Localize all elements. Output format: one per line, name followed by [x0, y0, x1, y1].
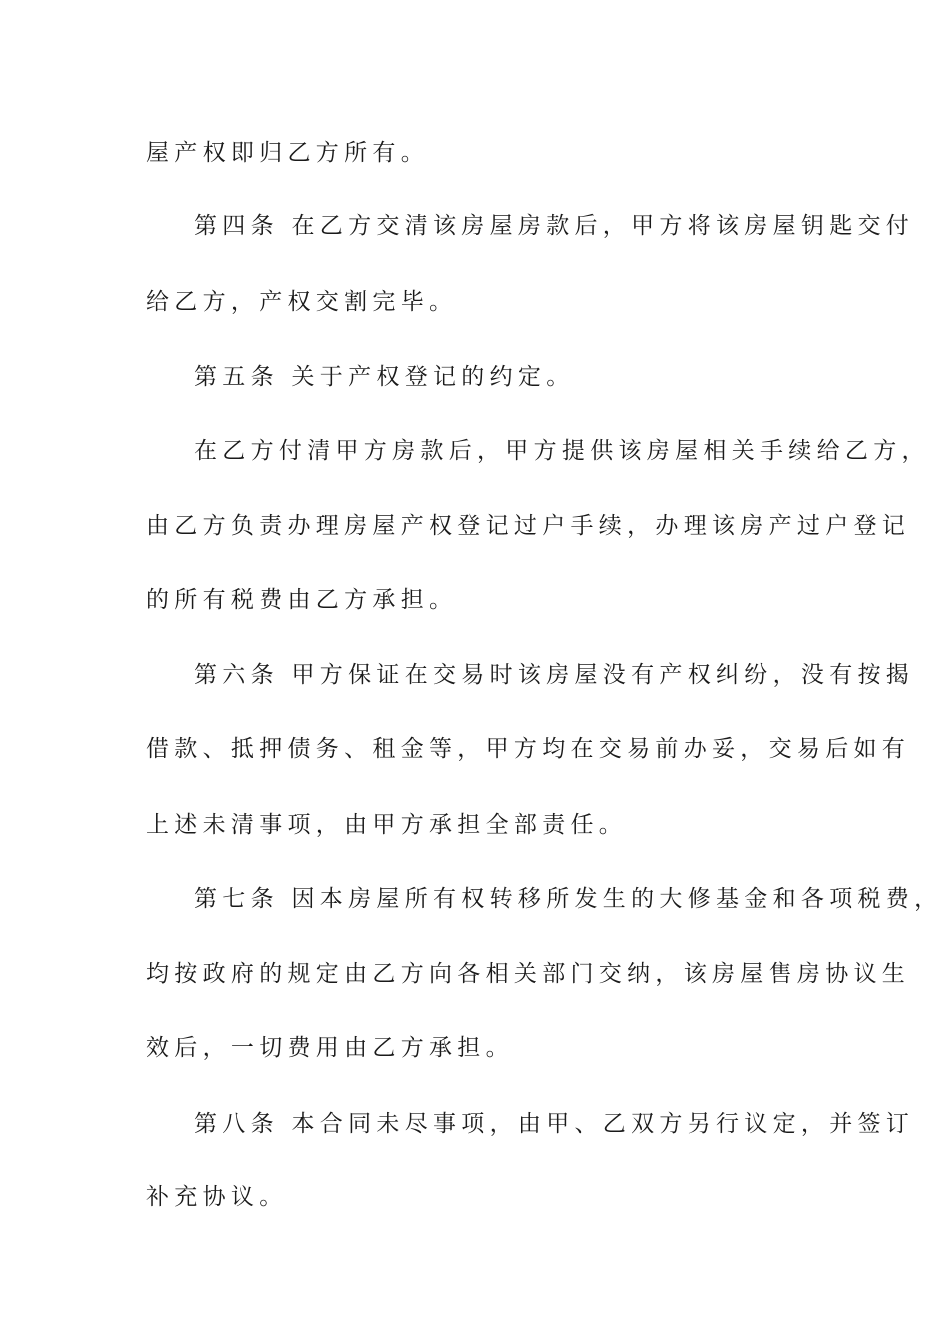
text-line: 补充协议。	[146, 1184, 288, 1210]
article-8-heading-line: 第八条 本合同未尽事项，由甲、乙双方另行议定，并签订	[194, 1111, 915, 1137]
text-line: 效后，一切费用由乙方承担。	[146, 1035, 514, 1061]
article-5-heading-line: 第五条 关于产权登记的约定。	[194, 364, 575, 390]
article-6-heading-line: 第六条 甲方保证在交易时该房屋没有产权纠纷，没有按揭	[194, 662, 915, 688]
text-line: 借款、抵押债务、租金等，甲方均在交易前办妥，交易后如有	[146, 736, 911, 762]
paragraph-first-line: 在乙方付清甲方房款后，甲方提供该房屋相关手续给乙方，	[194, 438, 930, 464]
text-line: 给乙方，产权交割完毕。	[146, 289, 458, 315]
article-4-heading-line: 第四条 在乙方交清该房屋房款后，甲方将该房屋钥匙交付	[194, 213, 915, 239]
text-line: 由乙方负责办理房屋产权登记过户手续，办理该房产过户登记	[146, 513, 911, 539]
text-line: 屋产权即归乙方所有。	[146, 140, 429, 166]
text-line: 的所有税费由乙方承担。	[146, 587, 458, 613]
text-line: 均按政府的规定由乙方向各相关部门交纳，该房屋售房协议生	[146, 961, 911, 987]
article-7-heading-line: 第七条 因本房屋所有权转移所发生的大修基金和各项税费，	[194, 886, 943, 912]
text-line: 上述未清事项，由甲方承担全部责任。	[146, 812, 628, 838]
